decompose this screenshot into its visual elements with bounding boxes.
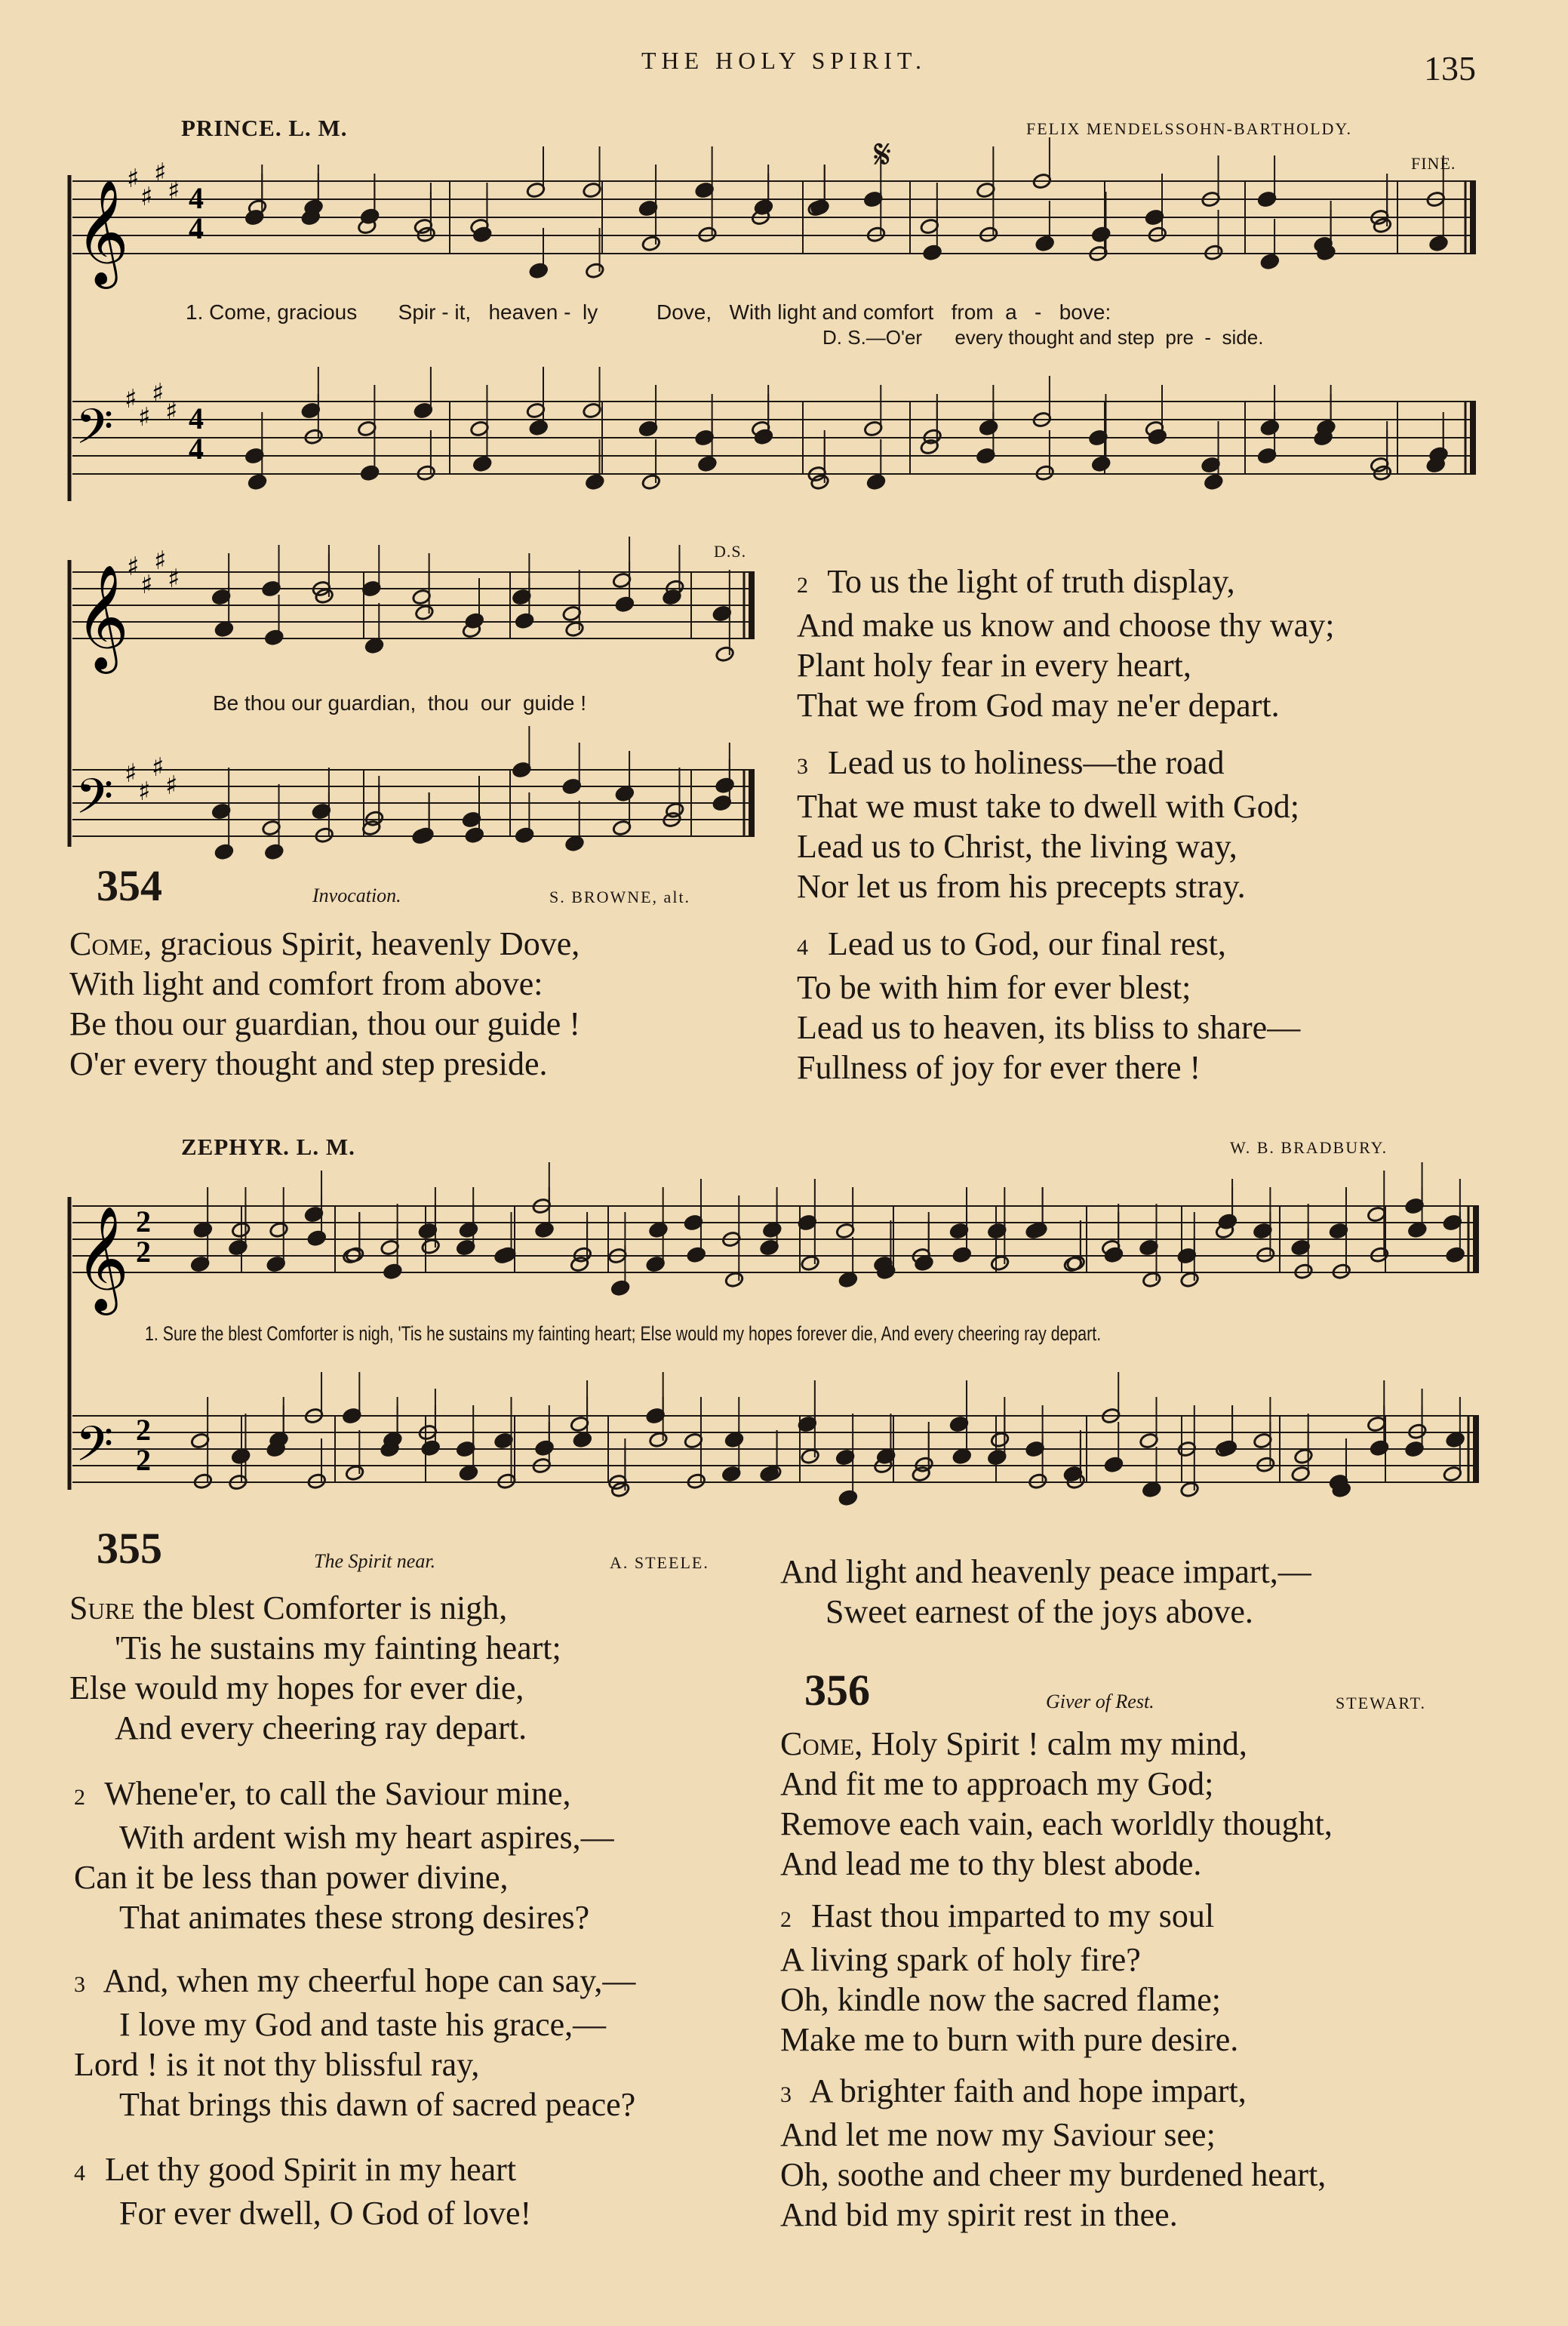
hymn-354-verse-4: 4 Lead us to God, our final rest, To be with him for ever blest; Lead us to heaven, its bliss to share— Fullness of joy for ever there ! — [797, 925, 1301, 1086]
note-head — [914, 1456, 933, 1473]
svg-text:♯: ♯ — [152, 378, 164, 408]
note-head — [269, 1221, 288, 1238]
note-head — [459, 1221, 478, 1238]
note-head — [1370, 1246, 1389, 1263]
svg-text:♯: ♯ — [138, 777, 151, 807]
treble-clef-icon: 𝄞 — [75, 180, 129, 285]
note-head — [990, 1431, 1010, 1448]
bass-clef-icon: 𝄢 — [75, 769, 114, 837]
segno-sign: 𝄋 — [874, 132, 892, 177]
note-head — [383, 1263, 402, 1280]
page-number: 135 — [1424, 49, 1476, 88]
note-head — [534, 1221, 554, 1238]
hymn-355-verse-1: Sure the blest Comforter is nigh, 'Tis he sustains my fainting heart; Else would my hopes for ever die, And every cheering ray depart. — [69, 1589, 561, 1746]
note-head — [952, 1448, 972, 1465]
hymn-356-verse-2: 2 Hast thou imparted to my soul A living spark of holy fire? Oh, kindle now the sacred flame; Make me to burn with pure desire. — [780, 1897, 1239, 2058]
zephyr-lyric-line: 1. Sure the blest Comforter is nigh, 'Tis he sustains my fainting heart; Else would my hopes forever die, And every cheering ray depart. — [145, 1322, 1102, 1345]
note-head — [648, 1221, 668, 1238]
svg-text:♯: ♯ — [154, 546, 167, 576]
note-head — [838, 1271, 858, 1288]
note-head — [307, 1229, 327, 1247]
svg-text:♯: ♯ — [168, 564, 180, 594]
note-head — [534, 1439, 554, 1457]
ds-mark: D.S. — [714, 542, 747, 561]
tune-zephyr-composer: W. B. BRADBURY. — [1230, 1138, 1388, 1157]
treble-clef-icon: 𝄞 — [75, 565, 129, 669]
note-head — [1293, 1263, 1313, 1280]
treble-clef-icon: 𝄞 — [75, 1206, 129, 1311]
svg-text:♯: ♯ — [127, 552, 140, 582]
note-head — [459, 1464, 478, 1481]
note-head — [1256, 1456, 1275, 1473]
tune-zephyr-title: ZEPHYR. L. M. — [181, 1134, 355, 1160]
prince-ds-lyric: D. S.—O'er every thought and step pre - side. — [822, 326, 1264, 349]
tune-prince-title: PRINCE. L. M. — [181, 115, 348, 141]
tune-prince-composer: FELIX MENDELSSOHN-BARTHOLDY. — [1026, 119, 1352, 138]
svg-text:2: 2 — [136, 1413, 151, 1447]
hymn-354-verse-3: 3 Lead us to holiness—the road That we must take to dwell with God; Lead us to Christ, the living way, Nor let us from his precepts stray. — [797, 744, 1299, 905]
note-head — [345, 1464, 364, 1481]
svg-text:2: 2 — [136, 1235, 151, 1269]
note-head — [421, 1439, 441, 1457]
svg-text:4: 4 — [189, 211, 204, 245]
hymn-355-number: 355 — [97, 1524, 162, 1573]
hymn-356-author: STEWART. — [1336, 1694, 1426, 1712]
note-head — [687, 1246, 706, 1263]
fine-mark: FINE. — [1411, 154, 1456, 173]
note-head — [497, 1472, 516, 1490]
note-head — [193, 1221, 213, 1238]
svg-text:♯: ♯ — [140, 570, 153, 600]
note-head — [610, 1279, 630, 1297]
svg-text:♯: ♯ — [138, 402, 151, 432]
note-head — [724, 1271, 744, 1288]
hymn-356-subject: Giver of Rest. — [1046, 1691, 1154, 1712]
hymn-354-verse-1: Come, gracious Spirit, heavenly Dove, With light and comfort from above: Be thou our guardian, thou our guide ! O'er every thought and step preside. — [69, 925, 580, 1082]
note-head — [193, 1472, 213, 1490]
hymn-354-author: S. BROWNE, alt. — [549, 888, 691, 906]
note-head — [990, 1254, 1010, 1272]
note-head — [762, 1221, 782, 1238]
bass-clef-icon: 𝄢 — [75, 399, 114, 467]
svg-text:4: 4 — [189, 402, 204, 435]
note-head — [1104, 1456, 1124, 1473]
hymn-356-number: 356 — [804, 1666, 870, 1715]
note-head — [1407, 1423, 1427, 1440]
bass-clef-icon: 𝄢 — [75, 1417, 114, 1485]
note-head — [1179, 1271, 1199, 1288]
note-head — [1293, 1448, 1313, 1465]
note-head — [724, 1431, 744, 1448]
hymn-355-verse-4a: 4 Let thy good Spirit in my heart For ever dwell, O God of love! — [74, 2151, 532, 2232]
note-head — [1446, 1246, 1465, 1263]
note-head — [307, 1472, 327, 1490]
note-head — [1179, 1481, 1199, 1498]
svg-text:♯: ♯ — [125, 758, 137, 789]
note-head — [1028, 1472, 1047, 1490]
svg-text:♯: ♯ — [152, 752, 164, 783]
svg-text:♯: ♯ — [168, 176, 180, 206]
hymn-356-verse-1: Come, Holy Spirit ! calm my mind, And fit me to approach my God; Remove each vain, each worldly thought, And lead me to thy blest abode. — [780, 1725, 1333, 1882]
svg-text:♯: ♯ — [165, 396, 178, 426]
note-head — [573, 1431, 592, 1448]
hymn-354-number: 354 — [97, 861, 162, 910]
svg-text:4: 4 — [189, 432, 204, 466]
note-head — [648, 1431, 668, 1448]
svg-text:4: 4 — [189, 181, 204, 215]
hymn-354-subject: Invocation. — [312, 885, 401, 906]
svg-text:♯: ♯ — [154, 158, 167, 188]
note-head — [801, 1254, 820, 1272]
hymn-355-subject: The Spirit near. — [314, 1550, 436, 1572]
note-head — [231, 1448, 251, 1465]
note-head — [1142, 1271, 1161, 1288]
note-head — [1256, 1246, 1275, 1263]
note-head — [952, 1246, 972, 1263]
svg-text:♯: ♯ — [165, 771, 178, 801]
hymn-355-verse-3: 3 And, when my cheerful hope can say,— I love my God and taste his grace,— Lord ! is it not thy blissful ray, That brings this dawn of sacred peace? — [74, 1962, 636, 2123]
note-head — [573, 1246, 592, 1263]
svg-text:2: 2 — [136, 1443, 151, 1477]
svg-text:♯: ♯ — [127, 164, 140, 194]
note-head — [1104, 1246, 1124, 1263]
note-head — [838, 1489, 858, 1506]
note-head — [421, 1238, 441, 1255]
note-head — [1142, 1481, 1161, 1498]
first-word: Come, — [69, 925, 152, 962]
hymn-354-verse-2: 2 To us the light of truth display, And make us know and choose thy way; Plant holy fear in every heart, That we from God may ne'er depart. — [797, 563, 1335, 724]
note-head — [914, 1254, 933, 1272]
svg-text:♯: ♯ — [140, 182, 153, 212]
hymn-355-author: A. STEELE. — [610, 1553, 709, 1572]
note-head — [801, 1448, 820, 1465]
running-title: THE HOLY SPIRIT. — [641, 47, 927, 74]
note-head — [1332, 1263, 1351, 1280]
note-head — [1218, 1213, 1237, 1230]
note-head — [687, 1472, 706, 1490]
prince-lyric-line: 1. Come, gracious Spir - it, heaven - ly Dove, With light and comfort from a - bove: — [186, 300, 1111, 324]
svg-text:♯: ♯ — [125, 384, 137, 414]
note-head — [610, 1481, 630, 1498]
prince-cont-lyric: Be thou our guardian, thou our guide ! — [213, 691, 587, 715]
note-head — [1370, 1439, 1389, 1457]
hymn-356-verse-3: 3 A brighter faith and hope impart, And let me now my Saviour see; Oh, soothe and cheer my burdened heart, And bid my spirit rest in thee. — [780, 2072, 1327, 2233]
svg-text:2: 2 — [136, 1205, 151, 1238]
hymn-355-verse-4b: And light and heavenly peace impart,— Sweet earnest of the joys above. — [780, 1553, 1311, 1630]
hymn-355-verse-2: 2 Whene'er, to call the Saviour mine, With ardent wish my heart aspires,— Can it be less than power divine, That animates these strong desires? — [74, 1775, 614, 1936]
note-head — [1446, 1431, 1465, 1448]
note-head — [1407, 1221, 1427, 1238]
